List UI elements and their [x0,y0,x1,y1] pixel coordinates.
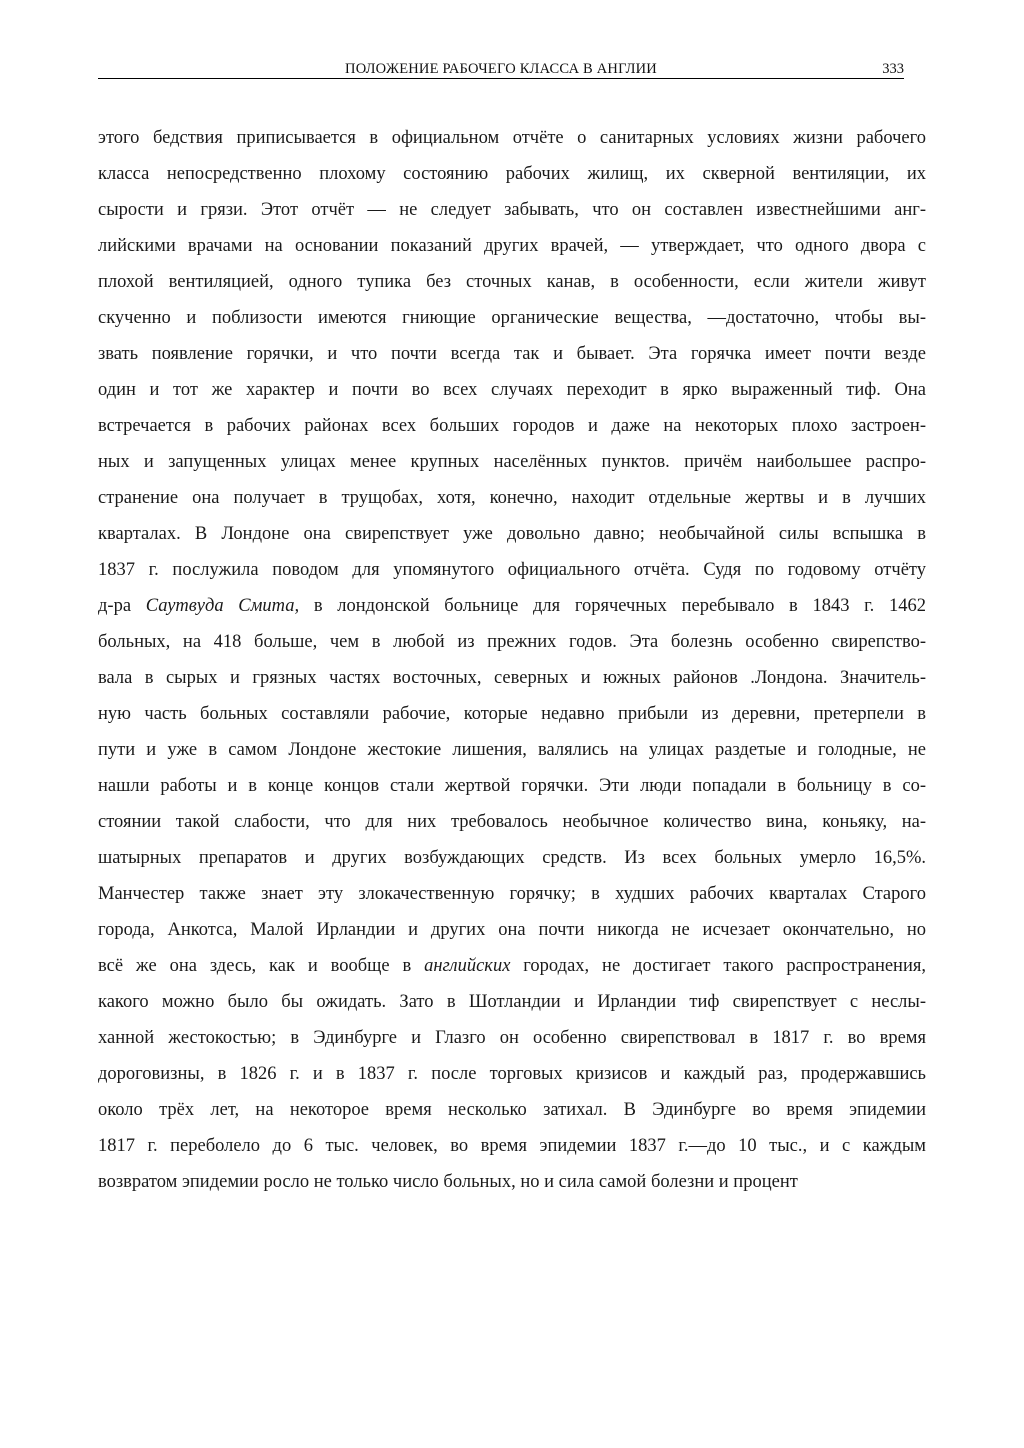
text-segment: всё же она здесь, как и вообще в [98,956,425,976]
text-segment: д-ра [98,596,146,616]
running-header [98,60,904,79]
text-line: вала в сырых и грязных частях восточных, северных и южных районов .Лондона. Значитель- [98,668,926,688]
italic-name: Саутвуда Смита, [145,596,300,616]
page-number: 333 [882,61,904,77]
text-line [98,588,926,624]
text-line: какого можно было бы ожидать. Зато в Шотландии и Ирландии тиф свирепствует с неслы- [98,992,926,1012]
text-line: лийскими врачами на основании показаний других врачей, — утверждает, что одного двора с [98,236,926,256]
text-line: этого бедствия приписывается в официальном отчёте о санитарных условиях жизни рабочего [98,128,926,148]
text-line: нашли работы и в конце концов стали жертвой горячки. Эти люди попадали в больницу в со- [98,776,926,796]
text-line: встречается в рабочих районах всех больших городов и даже на некоторых плохо застроен- [98,416,926,436]
text-line: класса непосредственно плохому состоянию рабочих жилищ, их скверной вентиляции, их [98,164,926,184]
text-line: шатырных препаратов и других возбуждающих средств. Из всех больных умерло 16,5%. [98,848,926,868]
body-text [98,120,926,1200]
text-line: сырости и грязи. Этот отчёт — не следует забывать, что он составлен известнейшими анг- [98,200,926,220]
text-line: около трёх лет, на некоторое время несколько затихал. В Эдинбурге во время эпидемии [98,1100,926,1120]
text-line: дороговизны, в 1826 г. и в 1837 г. после торговых кризисов и каждый раз, продержавшись [98,1064,926,1084]
text-line: 1817 г. переболело до 6 тыс. человек, во время эпидемии 1837 г.—до 10 тыс., и с каждым [98,1136,926,1156]
text-line: скученно и поблизости имеются гниющие органические вещества, —достаточно, чтобы вы- [98,308,926,328]
text-line: стоянии такой слабости, что для них требовалось необычное количество вина, коньяку, на- [98,812,926,832]
text-line: 1837 г. послужила поводом для упомянутого официального отчёта. Судя по годовому отчёту [98,560,926,580]
text-line [98,948,926,984]
text-line: странение она получает в трущобах, хотя, конечно, находит отдельные жертвы и в лучших [98,488,926,508]
text-line: звать появление горячки, и что почти всегда так и бывает. Эта горячка имеет почти везде [98,344,926,364]
text-segment: в лондонской больнице для горячечных перебывало в 1843 г. 1462 [299,596,926,616]
text-line: кварталах. В Лондоне она свирепствует уже довольно давно; необычайной силы вспышка в [98,524,926,544]
text-line: ных и запущенных улицах менее крупных населённых пунктов. причём наибольшее распро- [98,452,926,472]
running-title: ПОЛОЖЕНИЕ РАБОЧЕГО КЛАССА В АНГЛИИ [345,61,657,77]
text-line: ханной жестокостью; в Эдинбурге и Глазго он особенно свирепствовал в 1817 г. во время [98,1028,926,1048]
text-line: ную часть больных составляли рабочие, которые недавно прибыли из деревни, претерпели в [98,704,926,724]
text-line: один и тот же характер и почти во всех случаях переходит в ярко выраженный тиф. Она [98,380,926,400]
text-line: города, Анкотса, Малой Ирландии и других она почти никогда не исчезает окончательно, но [98,920,926,940]
text-line: Манчестер также знает эту злокачественную горячку; в худших рабочих кварталах Старого [98,884,926,904]
text-line: пути и уже в самом Лондоне жестокие лишения, валялись на улицах раздетые и голодные, не [98,740,926,760]
text-line: больных, на 418 больше, чем в любой из прежних годов. Эта болезнь особенно свирепство- [98,632,926,652]
text-segment: городах, не достигает такого распространения, [510,956,926,976]
italic-word: английских [424,956,511,976]
text-line: плохой вентиляцией, одного тупика без сточных канав, в особенности, если жители живут [98,272,926,292]
text-line: возвратом эпидемии росло не только число больных, но и сила самой болезни и процент [98,1172,798,1192]
